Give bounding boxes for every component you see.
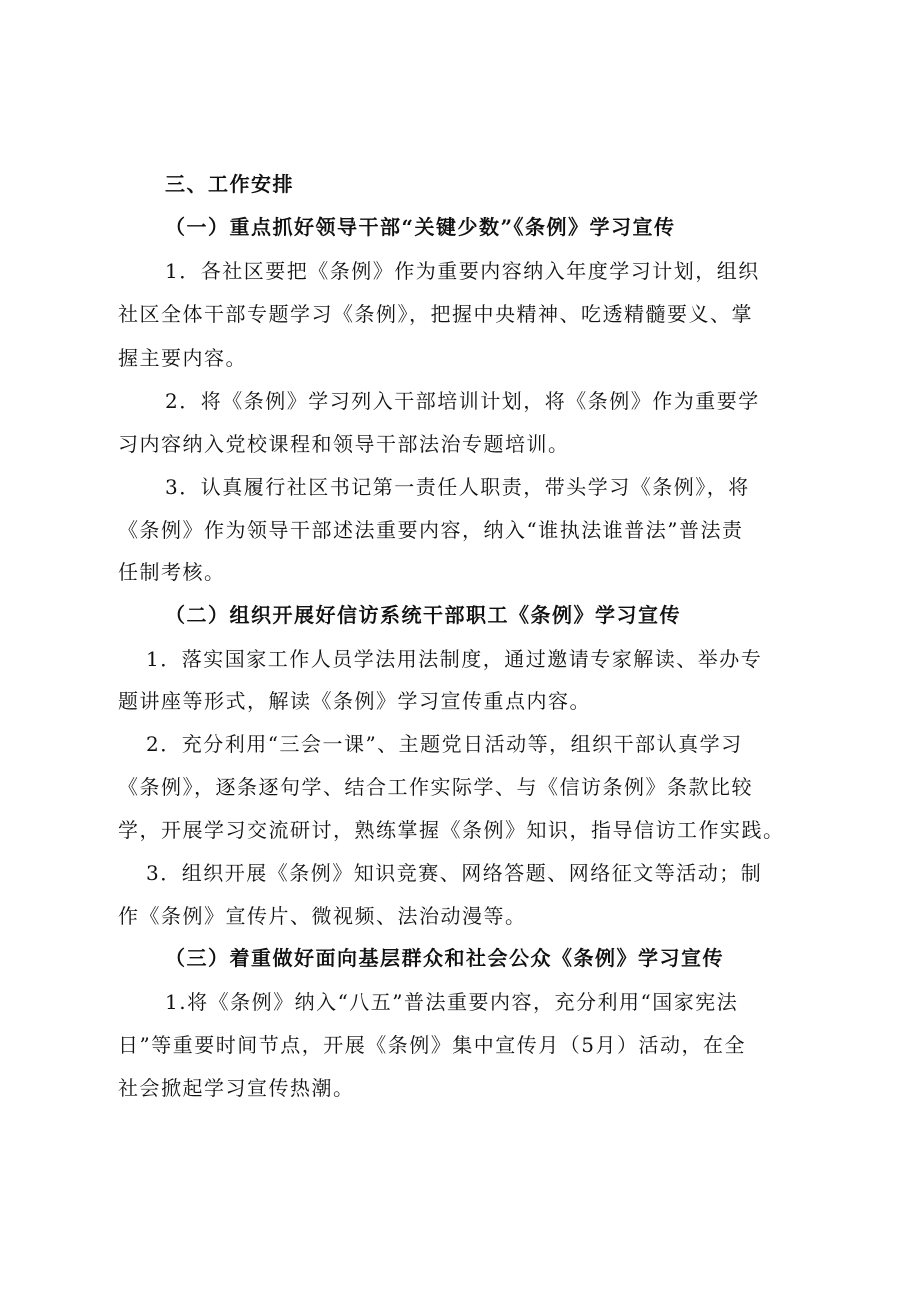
paragraph-line: 2．将《条例》学习列入干部培训计划，将《条例》作为重要学 bbox=[165, 389, 760, 413]
paragraph-line: 任制考核。 bbox=[118, 560, 226, 584]
paragraph-line: 1．各社区要把《条例》作为重要内容纳入年度学习计划，组织 bbox=[165, 259, 760, 283]
subsection-heading-1: （一）重点抓好领导干部“关键少数”《条例》学习宣传 bbox=[165, 215, 676, 239]
paragraph-line: 2．充分利用“三会一课”、主题党日活动等，组织干部认真学习 bbox=[146, 732, 743, 756]
subsection-heading-2: （二）组织开展好信访系统干部职工《条例》学习宣传 bbox=[165, 603, 681, 627]
paragraph-line: 1.将《条例》纳入“八五”普法重要内容，充分利用“国家宪法 bbox=[165, 990, 739, 1014]
paragraph-line: 3．组织开展《条例》知识竞赛、网络答题、网络征文等活动；制 bbox=[146, 861, 763, 885]
paragraph-line: 日”等重要时间节点，开展《条例》集中宣传月（5月）活动，在全 bbox=[118, 1033, 746, 1057]
paragraph-line: 《条例》，逐条逐句学、结合工作实际学、与《信访条例》条款比较 bbox=[118, 775, 753, 799]
paragraph-line: 作《条例》宣传片、微视频、法治动漫等。 bbox=[118, 904, 527, 928]
paragraph-line: 学，开展学习交流研讨，熟练掌握《条例》知识，指导信访工作实践。 bbox=[118, 818, 785, 842]
paragraph-line: 3．认真履行社区书记第一责任人职责，带头学习《条例》，将 bbox=[165, 475, 750, 499]
section-heading: 三、工作安排 bbox=[165, 172, 294, 196]
paragraph-line: 握主要内容。 bbox=[118, 346, 247, 370]
paragraph-line: 《条例》作为领导干部述法重要内容，纳入“谁执法谁普法”普法责 bbox=[118, 518, 744, 542]
paragraph-line: 社区全体干部专题学习《条例》，把握中央精神、吃透精髓要义、掌 bbox=[118, 302, 753, 326]
subsection-heading-3: （三）着重做好面向基层群众和社会公众《条例》学习宣传 bbox=[165, 946, 724, 970]
paragraph-line: 习内容纳入党校课程和领导干部法治专题培训。 bbox=[118, 432, 570, 456]
paragraph-line: 1．落实国家工作人员学法用法制度，通过邀请专家解读、举办专 bbox=[146, 647, 763, 671]
paragraph-line: 社会掀起学习宣传热潮。 bbox=[118, 1076, 355, 1100]
paragraph-line: 题讲座等形式，解读《条例》学习宣传重点内容。 bbox=[118, 689, 591, 713]
